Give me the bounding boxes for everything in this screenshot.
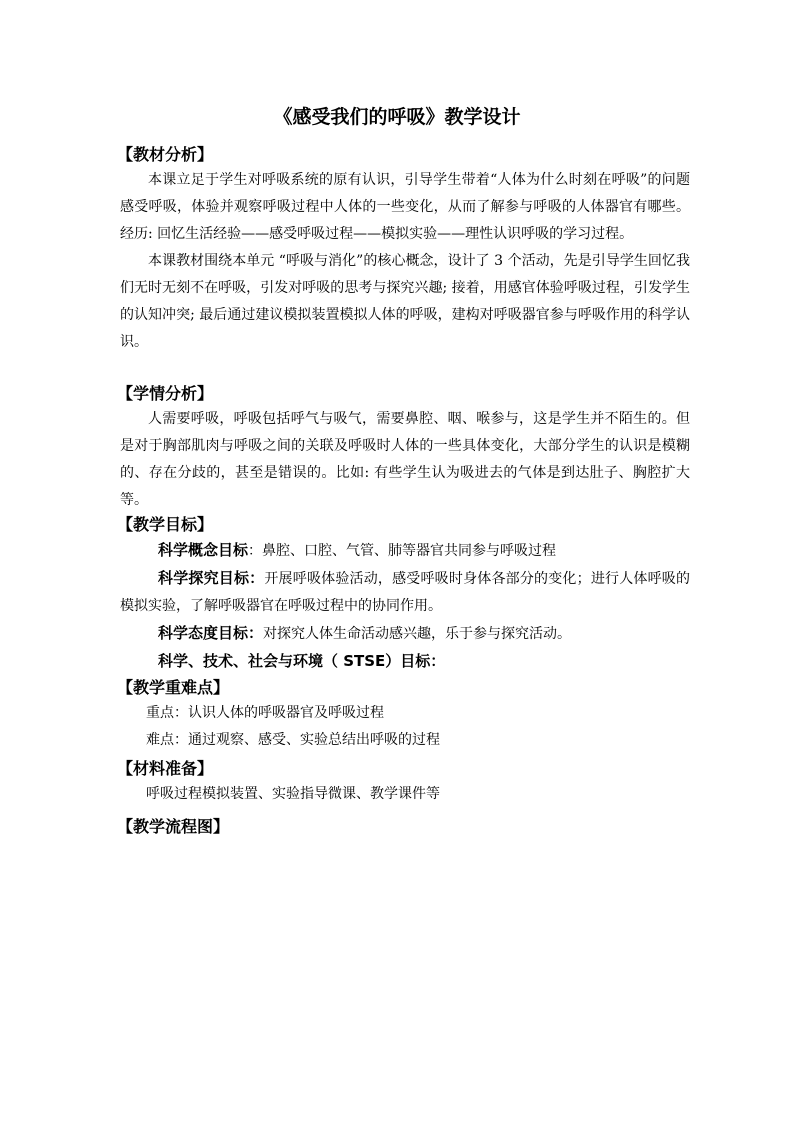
section-flow — [117, 815, 690, 839]
goal-concept: 科学概念目标：鼻腔、口腔、气管、肺等器官共同参与呼吸过程 — [158, 541, 557, 559]
goal-text: 对探究人体生命活动感兴趣，乐于参与探究活动。 — [263, 626, 572, 642]
section-keypoints — [117, 676, 690, 754]
section-goals — [117, 513, 690, 676]
goal-inquiry — [120, 565, 690, 620]
material-paragraph-2: 本课教材围绕本单元 “呼吸与消化”的核心概念，设计了 3 个活动，先是引导学生回忆我们无时无刻不在呼吸，引发对呼吸的思考与探究兴趣; 接着，用感官体验呼吸过程，引发学生的认知冲突; 最后通过建议模拟装置模拟人体的呼吸，建构对呼吸器官参与呼吸作用的科学认识。 — [120, 253, 690, 350]
section-heading-learner: 【学情分析】 — [117, 384, 214, 403]
section-material — [117, 143, 690, 356]
key-point: 重点：认识人体的呼吸器官及呼吸过程 — [146, 705, 384, 721]
goal-label: 科学概念目标 — [158, 541, 249, 559]
section-materials-prep — [117, 757, 690, 808]
goal-text: 开展呼吸体验活动，感受呼吸时身体各部分的变化；进行人体呼吸的模拟实验，了解呼吸器官在呼吸过程中的协同作用。 — [120, 571, 690, 614]
goal-attitude — [120, 620, 690, 648]
material-paragraph-1: 本课立足于学生对呼吸系统的原有认识，引导学生带着“人体为什么时刻在呼吸”的问题感受呼吸，体验并观察呼吸过程中人体的一些变化，从而了解参与呼吸的人体器官有哪些。经历: 回忆生活经验——感受呼吸过程——模拟实验——理性认识呼吸的学习过程。 — [120, 172, 690, 242]
section-heading-flow: 【教学流程图】 — [117, 817, 230, 836]
section-heading-goals: 【教学目标】 — [117, 515, 214, 534]
goal-text: 鼻腔、口腔、气管、肺等器官共同参与呼吸过程 — [262, 543, 557, 559]
section-heading-material: 【教材分析】 — [117, 145, 214, 164]
section-heading-keypoints: 【教学重难点】 — [117, 678, 230, 697]
goal-label: 科学、技术、社会与环境（ STSE）目标： — [158, 652, 446, 670]
goal-stse — [120, 648, 690, 676]
document-title: 《感受我们的呼吸》教学设计 — [273, 106, 521, 128]
goal-label: 科学探究目标： — [158, 569, 265, 587]
goal-label: 科学态度目标： — [158, 624, 264, 642]
section-learner — [117, 382, 690, 514]
section-heading-materials: 【材料准备】 — [117, 759, 214, 778]
learner-paragraph: 人需要呼吸，呼吸包括呼气与吸气，需要鼻腔、咽、喉参与，这是学生并不陌生的。但是对于胸部肌肉与呼吸之间的关联及呼吸时人体的一些具体变化，大部分学生的认识是模糊的、存在分歧的，甚至是错误的。比如: 有些学生认为吸进去的气体是到达肚子、胸腔扩大等。 — [120, 411, 690, 508]
difficult-point: 难点：通过观察、感受、实验总结出呼吸的过程 — [146, 732, 440, 748]
materials-text: 呼吸过程模拟装置、实验指导微课、教学课件等 — [146, 786, 440, 802]
